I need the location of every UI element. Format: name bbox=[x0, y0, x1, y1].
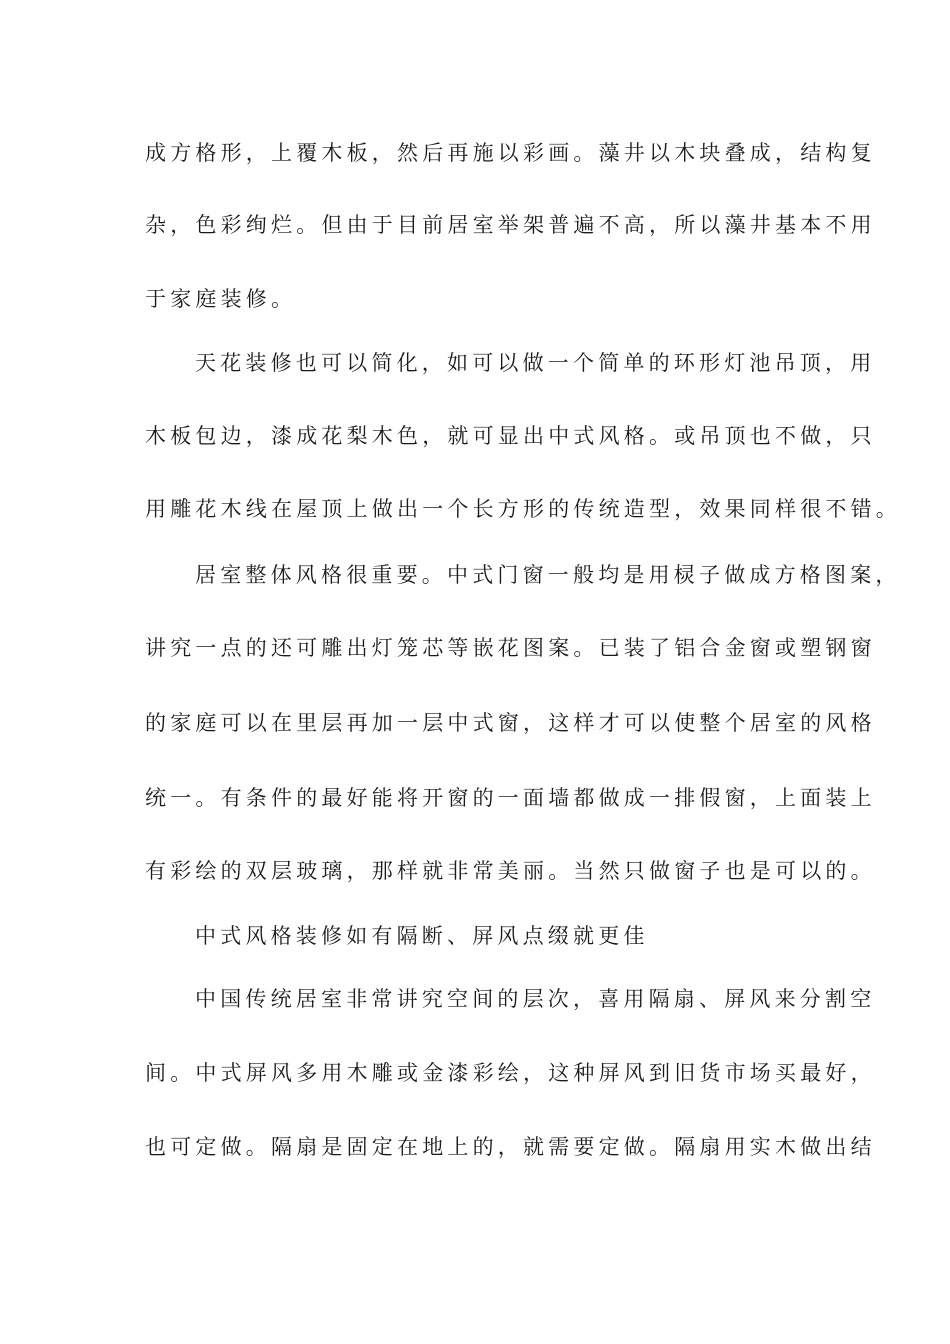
section-heading: 中式风格装修如有隔断、屏风点缀就更佳 bbox=[195, 924, 649, 948]
paragraph-line: 于家庭装修。 bbox=[145, 287, 297, 311]
paragraph-line: 统一。有条件的最好能将开窗的一面墙都做成一排假窗，上面装上 bbox=[145, 786, 876, 810]
paragraph-line: 也可定做。隔扇是固定在地上的，就需要定做。隔扇用实木做出结 bbox=[145, 1135, 876, 1159]
paragraph-line: 用雕花木线在屋顶上做出一个长方形的传统造型，效果同样很不错。 bbox=[145, 497, 901, 521]
paragraph-line: 间。中式屏风多用木雕或金漆彩绘，这种屏风到旧货市场买最好， bbox=[145, 1061, 876, 1085]
paragraph-line: 木板包边，漆成花梨木色，就可显出中式风格。或吊顶也不做，只 bbox=[145, 424, 876, 448]
paragraph-line: 居室整体风格很重要。中式门窗一般均是用棂子做成方格图案， bbox=[195, 563, 901, 587]
paragraph-line: 有彩绘的双层玻璃，那样就非常美丽。当然只做窗子也是可以的。 bbox=[145, 859, 876, 883]
paragraph-line: 成方格形，上覆木板，然后再施以彩画。藻井以木块叠成，结构复 bbox=[145, 141, 876, 165]
paragraph-line: 天花装修也可以简化，如可以做一个简单的环形灯池吊顶，用 bbox=[195, 351, 876, 375]
paragraph-line: 的家庭可以在里层再加一层中式窗，这样才可以使整个居室的风格 bbox=[145, 711, 876, 735]
paragraph-line: 讲究一点的还可雕出灯笼芯等嵌花图案。已装了铝合金窗或塑钢窗 bbox=[145, 636, 876, 660]
paragraph-line: 杂，色彩绚烂。但由于目前居室举架普遍不高，所以藻井基本不用 bbox=[145, 213, 876, 237]
paragraph-line: 中国传统居室非常讲究空间的层次，喜用隔扇、屏风来分割空 bbox=[195, 987, 876, 1011]
